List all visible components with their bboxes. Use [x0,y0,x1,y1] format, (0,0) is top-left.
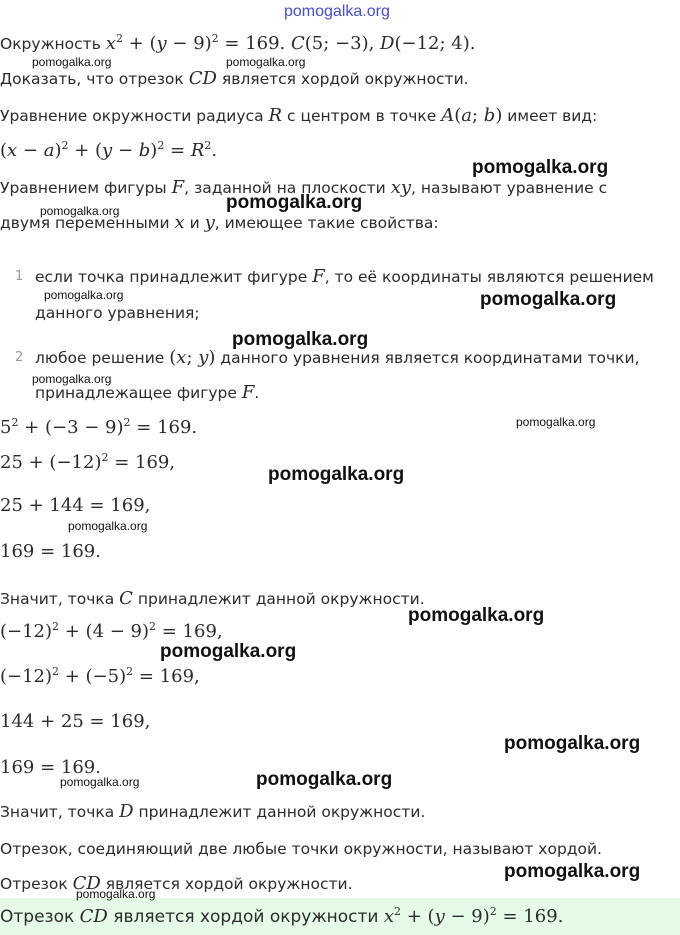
general-circle-formula: $(x - a)^2 + (y - b)^2 = R^2$. [0,139,218,161]
list-item-2: любое решение (x; y) данного уравнения является координатами точки, [35,347,640,368]
watermark: pomogalka.org [504,733,641,754]
watermark: pomogalka.org [32,372,112,386]
check-d-step-1: $(-12)^2 + (4 - 9)^2 = 169$, [0,620,223,642]
check-c-step-2: $25 + (-12)^2 = 169$, [0,451,176,473]
watermark: pomogalka.org [226,192,363,213]
watermark: pomogalka.org [32,55,112,69]
circle-equation: $x^2 + (y - 9)^2 = 169$. C(5; −3), D(−12; 4). [105,32,476,54]
watermark: pomogalka.org [268,464,405,485]
watermark: pomogalka.org [226,55,306,69]
final-answer: Отрезок CD является хордой окружности $x^2 + (y - 9)^2 = 169$. [0,905,564,927]
watermark: pomogalka.org [68,519,148,533]
watermark-top: pomogalka.org [284,3,390,20]
problem-statement [0,34,475,54]
watermark: pomogalka.org [408,605,545,626]
check-d-step-2: $(-12)^2 + (-5)^2 = 169$, [0,665,200,687]
watermark: pomogalka.org [160,641,297,662]
list-item-1-cont: данного уравнения; [35,304,200,322]
watermark: pomogalka.org [256,769,393,790]
check-d-step-3: 144 + 25 = 169, [0,711,151,732]
conclusion-d: Значит, точка D принадлежит данной окружности. [0,801,426,822]
list-number-2: 2 [15,350,24,365]
watermark: pomogalka.org [516,415,596,429]
watermark: pomogalka.org [232,329,369,350]
chord-definition: Отрезок, соединяющий две любые точки окружности, называют хордой. [0,840,602,858]
watermark: pomogalka.org [472,157,609,178]
watermark: pomogalka.org [76,887,156,901]
watermark: pomogalka.org [44,288,124,302]
definition-line-1: Уравнением фигуры F, заданной на плоскости xy, называют уравнение с [0,177,608,198]
definition-line-2: двумя переменными x и y, имеющее такие свойства: [0,212,439,233]
watermark: pomogalka.org [480,289,617,310]
chord-conclusion: Отрезок CD является хордой окружности. [0,873,353,894]
list-item-2-cont: принадлежащее фигуре F. [35,382,260,403]
watermark: pomogalka.org [504,861,641,882]
conclusion-c: Значит, точка C принадлежит данной окружности. [0,588,425,609]
list-number-1: 1 [15,269,24,284]
task-statement: Доказать, что отрезок CD является хордой окружности. [0,68,469,89]
check-c-step-1: $5^2 + (-3 - 9)^2 = 169$. [0,416,198,438]
check-c-step-3: 25 + 144 = 169, [0,495,151,516]
theory-circle-equation: Уравнение окружности радиуса R с центром в точке A(a; b) имеет вид: [0,105,598,126]
watermark: pomogalka.org [60,775,140,789]
problem-text: Окружность [0,35,101,53]
check-c-step-4: 169 = 169. [0,541,101,562]
check-d-step-4: 169 = 169. [0,757,101,778]
watermark: pomogalka.org [40,204,120,218]
list-item-1: если точка принадлежит фигуре F, то её координаты являются решением [35,266,654,287]
